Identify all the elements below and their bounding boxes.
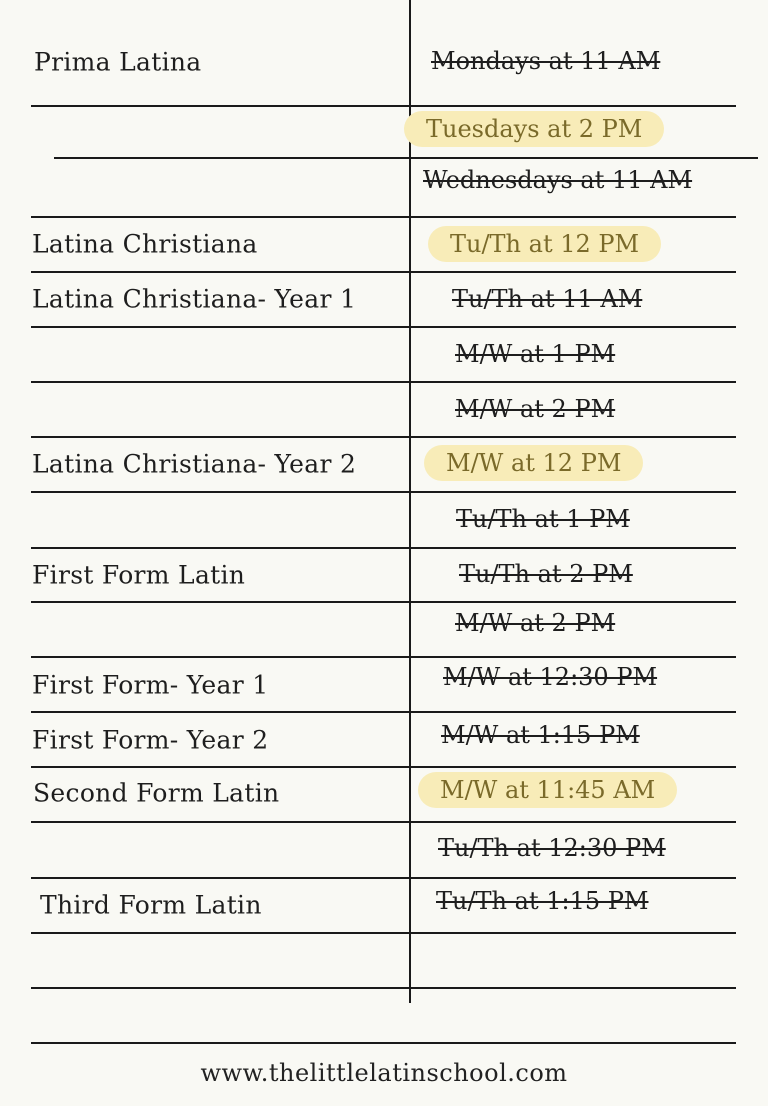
- time-slot: Tu/Th at 2 PM: [459, 560, 633, 588]
- row-divider: [31, 491, 736, 493]
- row-divider: [31, 821, 736, 823]
- time-slot: Wednesdays at 11 AM: [423, 166, 693, 194]
- row-divider: [31, 656, 736, 658]
- row-divider: [31, 877, 736, 879]
- row-divider: [31, 105, 736, 107]
- time-slot: Tu/Th at 12:30 PM: [438, 834, 666, 862]
- row-divider: [31, 932, 736, 934]
- time-slot: M/W at 1 PM: [455, 340, 616, 368]
- course-latina-christiana-year-2: Latina Christiana- Year 2: [32, 449, 357, 479]
- column-divider: [409, 0, 411, 1003]
- row-divider: [31, 381, 736, 383]
- course-first-form-latin: First Form Latin: [32, 560, 246, 590]
- course-latina-christiana: Latina Christiana: [32, 229, 258, 259]
- footer-website: www.thelittlelatinschool.com: [200, 1059, 568, 1087]
- time-slot: M/W at 12 PM: [424, 445, 643, 481]
- time-slot: M/W at 2 PM: [455, 609, 616, 637]
- time-slot: Tu/Th at 1 PM: [456, 505, 630, 533]
- row-divider: [31, 766, 736, 768]
- time-slot: M/W at 12:30 PM: [443, 663, 658, 691]
- row-divider: [31, 216, 736, 218]
- time-slot: M/W at 2 PM: [455, 395, 616, 423]
- course-prima-latina: Prima Latina: [34, 47, 202, 77]
- row-divider: [31, 547, 736, 549]
- course-latina-christiana-year-1: Latina Christiana- Year 1: [32, 284, 357, 314]
- row-divider: [31, 601, 736, 603]
- row-divider: [31, 326, 736, 328]
- time-slot: M/W at 1:15 PM: [441, 721, 640, 749]
- time-slot: Tu/Th at 12 PM: [428, 226, 661, 262]
- footer-divider: [31, 1042, 736, 1044]
- time-slot: Tu/Th at 1:15 PM: [436, 887, 649, 915]
- row-divider: [31, 271, 736, 273]
- row-divider: [31, 987, 736, 989]
- time-slot: Mondays at 11 AM: [431, 47, 661, 75]
- course-first-form-year-1: First Form- Year 1: [32, 670, 269, 700]
- course-second-form-latin: Second Form Latin: [33, 778, 280, 808]
- time-slot: Tu/Th at 11 AM: [452, 285, 643, 313]
- course-third-form-latin: Third Form Latin: [40, 890, 262, 920]
- time-slot: Tuesdays at 2 PM: [404, 111, 664, 147]
- row-divider: [31, 436, 736, 438]
- row-divider: [31, 711, 736, 713]
- time-slot: M/W at 11:45 AM: [418, 772, 677, 808]
- course-first-form-year-2: First Form- Year 2: [32, 725, 269, 755]
- row-divider: [54, 157, 758, 159]
